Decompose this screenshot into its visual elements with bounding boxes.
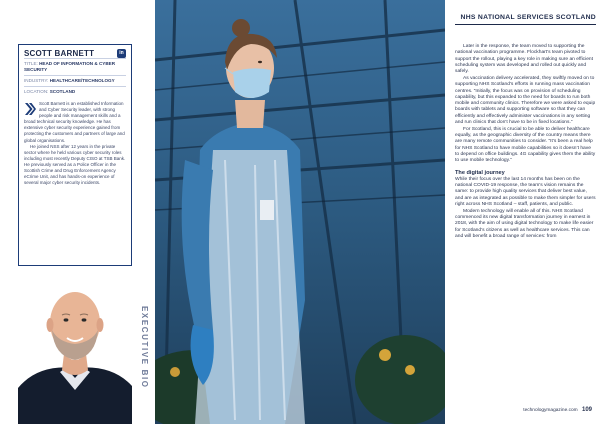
bio-industry-row bbox=[24, 75, 126, 86]
bio-paragraph-1: Scott Barnett is an established Information and Cyber Security leader, with strong people and risk management skills and a broad technical security knowledge. He has extensive cyber security experience gained from protecting the customers and partners of large and global organisations. bbox=[24, 101, 125, 143]
bio-industry-value: HEALTHCARE/TECHNOLOGY bbox=[49, 78, 115, 83]
article-paragraph-4: While their focus over the last 14 months has been on the national COVID-19 response, the team’s vision remains the same: to provide high quality services that deliver best value, and are as integrated as possible to make them simpler for users right across NHS Scotland – staff, patients, and public. bbox=[455, 176, 596, 207]
bio-name: SCOTT BARNETT bbox=[24, 49, 95, 58]
header-rule bbox=[455, 24, 596, 25]
footer-site[interactable]: technologymagazine.com bbox=[523, 408, 578, 413]
hero-photo bbox=[155, 0, 445, 424]
bio-column bbox=[0, 0, 155, 424]
bio-industry-key: INDUSTRY: bbox=[24, 78, 49, 83]
article-paragraph-3: For Scotland, this is crucial to be able to deliver healthcare equally, as the geographic diversity of the country means there are many remote communities to consider. “It’s been a real help for NHS Scotland to have mobile capabilities so it doesn’t have to depend on office buildings. 4G capability gives them the ability to use mobile technology.” bbox=[455, 126, 596, 164]
bio-title-value: HEAD OF INFORMATION & CYBER SECURITY bbox=[24, 61, 116, 72]
bio-card bbox=[18, 44, 132, 266]
page-footer bbox=[523, 407, 592, 413]
bio-title-key: TITLE: bbox=[24, 61, 38, 66]
article-paragraph-2: As vaccination delivery accelerated, they swiftly moved on to supporting NHS Scotland’s efforts in running mass vaccination centres. “Initially, the focus was on provision of scheduling capability, but this expanded to the need for boards to run both mobile and community clinics. Therefore we were asked to equip boards with tablets and supporting software so that they can efficiently and effectively administer vaccinations in any setting and run clinics that don’t have to be in fixed locations.” bbox=[455, 75, 596, 126]
bio-title-row bbox=[24, 58, 126, 75]
section-kicker: NHS NATIONAL SERVICES SCOTLAND bbox=[460, 14, 596, 21]
bio-location-value: SCOTLAND bbox=[49, 89, 76, 94]
chevron-right-icon bbox=[24, 102, 36, 116]
page-number: 109 bbox=[581, 407, 592, 413]
article-paragraph-5: Modern technology will enable all of this. NHS Scotland commenced its new digital transformation journey in earnest in 2018, with the aim of using digital technology to make life easier for Scotland’s citizens as well as healthcare services. This can and will benefit a broad range of services: from bbox=[455, 208, 594, 239]
executive-bio-label: EXECUTIVE BIO bbox=[140, 306, 149, 389]
bio-paragraph-2: He joined NSS after 12 years in the private sector where he held various cyber security roles including most recently Deputy CISO at TSB Bank. He previously served as a Police Officer in the Scottish Crime and Drug Enforcement Agency eCrime Unit, and has hands-on experience of several major cyber security incidents. bbox=[24, 143, 126, 186]
nurse-scene bbox=[155, 0, 445, 424]
article-body bbox=[455, 44, 596, 241]
bio-location-row bbox=[24, 86, 126, 97]
article-paragraph-1: Later in the response, the team moved to supporting the national vaccination programme. Flockhart’s team pivoted to support the rollout, playing a key role in making sure an efficient scheduling system was developed and rolled out quickly and safely. bbox=[455, 44, 594, 75]
bio-location-key: LOCATION: bbox=[24, 89, 49, 94]
article-heading: The digital journey bbox=[455, 169, 505, 176]
linkedin-icon[interactable]: in bbox=[117, 49, 126, 58]
portrait-photo bbox=[18, 268, 132, 424]
article-column bbox=[445, 0, 600, 424]
bio-text bbox=[24, 101, 126, 186]
